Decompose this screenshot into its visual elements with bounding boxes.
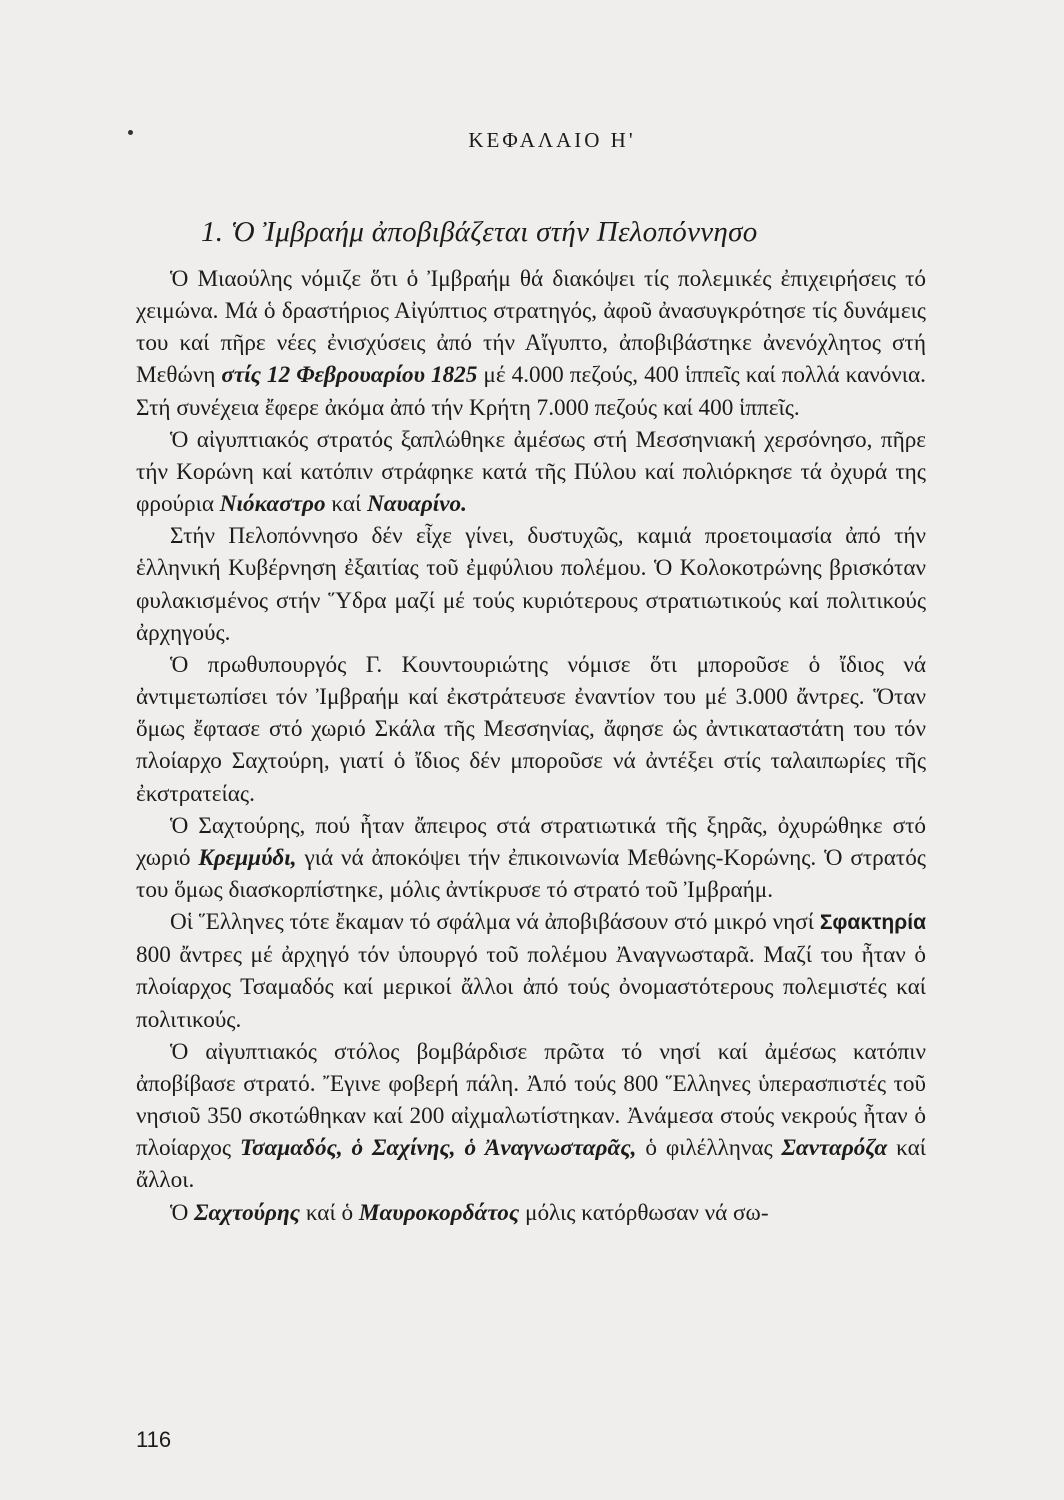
emphasized-term: Σανταρόζα <box>781 1135 888 1162</box>
page-number: 116 <box>136 1427 172 1452</box>
text-run: Ὁ πρωθυπουργός Γ. Κουντουριώτης νόμισε ὅτι μποροῦσε ὁ ἴδιος νά ἀντιμετωπίσει τόν Ἰμβραήμ καί ἐκστράτευσε ἐναντίον του μέ 3.000 ἄντρες. Ὅταν ὅμως ἔφτασε στό χωριό Σκάλα τῆς Μεσσηνίας, ἄφησε ὡς ἀντικαταστάτη του τόν πλοίαρχο Σαχτούρη, γιατί ὁ ἴδιος δέν μποροῦσε νά ἀντέξει στίς ταλαιπωρίες τῆς ἐκστρατείας. <box>136 651 926 807</box>
emphasized-term: Σαχτούρης <box>194 1199 301 1226</box>
text-run: Ὁ αἰγυπτιακός στόλος βομβάρδισε πρῶτα τό νησί καί ἀμέσως κατόπιν ἀποβίβασε στρατό. Ἔγινε φοβερή πάλη. Ἀπό τούς 800 Ἕλληνες ὑπερασπιστές τοῦ νησιοῦ 350 σκοτώθηκαν καί 200 αἰχμαλωτίστηκαν. Ἀνάμεσα στούς νεκρούς ἦταν ὁ πλοίαρχος <box>136 1038 926 1162</box>
paragraph <box>136 906 926 1036</box>
paragraph <box>136 424 926 520</box>
text-run: Ὁ <box>170 1199 195 1226</box>
emphasized-term: Ναυαρίνο. <box>367 491 467 518</box>
text-run: μέ 4.000 πεζούς, 400 ἱππεῖς καί πολλά κανόνια. Στή συνέχεια ἔφερε ἀκόμα ἀπό τήν Κρήτη 7.000 πεζούς καί 400 ἱππεῖς. <box>136 362 926 421</box>
paragraph <box>136 1197 926 1229</box>
text-run: καί ὁ <box>300 1199 359 1226</box>
text-run: Ὁ αἰγυπτιακός στρατός ξαπλώθηκε ἀμέσως στή Μεσσηνιακή χερσόνησο, πῆρε τήν Κορώνη καί κατόπιν στράφηκε κατά τῆς Πύλου καί πολιόρκησε τά ὀχυρά της φρούρια <box>136 426 926 518</box>
paragraph <box>136 520 926 649</box>
body-text <box>136 263 926 1229</box>
text-run: Στήν Πελοπόννησο δέν εἶχε γίνει, δυστυχῶς, καμιά προετοιμασία ἀπό τήν ἑλληνική Κυβέρνηση ἐξαιτίας τοῦ ἐμφύλιου πολέμου. Ὁ Κολοκοτρώνης βρισκόταν φυλακισμένος στήν Ὕδρα μαζί μέ τούς κυριότερους στρατιωτικούς καί πολιτικούς ἀρχηγούς. <box>136 523 926 646</box>
text-run: μόλις κατόρθωσαν νά σω- <box>519 1199 769 1226</box>
text-run: καί <box>325 491 368 518</box>
emphasized-term: Σφακτηρία <box>819 911 926 935</box>
emphasized-term: Κρεμμύδι, <box>198 844 297 871</box>
text-run: Ὁ Μιαούλης νόμιζε ὅτι ὁ Ἰμβραήμ θά διακόψει τίς πολεμικές ἐπιχειρήσεις τό χειμώνα. Μά ὁ δραστήριος Αἰγύπτιος στρατηγός, ἀφοῦ ἀνασυγκρότησε τίς δυνάμεις του καί πῆρε νέες ἐνισχύσεις ἀπό τήν Αἴγυπτο, ἀποβιβάστηκε ἀνενόχλητος στή Μεθώνη <box>136 266 926 389</box>
text-run: καί ἄλλοι. <box>136 1135 927 1194</box>
text-run: γιά νά ἀποκόψει τήν ἐπικοινωνία Μεθώνης-Κορώνης. Ὁ στρατός του ὅμως διασκορπίστηκε, μόλις ἀντίκρυσε τό στρατό τοῦ Ἰμβραήμ. <box>136 844 926 903</box>
text-run: 800 ἄντρες μέ ἀρχηγό τόν ὑπουργό τοῦ πολέμου Ἀναγνωσταρᾶ. Μαζί του ἦταν ὁ πλοίαρχος Τσαμαδός καί μερικοί ἄλλοι ἀπό τούς ὀνομαστότερους πολεμιστές καί πολιτικούς. <box>136 942 926 1033</box>
emphasized-term: στίς 12 Φεβρουαρίου 1825 <box>221 362 478 389</box>
paragraph <box>136 649 926 810</box>
emphasized-term: Μαυροκορδάτος <box>358 1199 520 1226</box>
paragraph <box>136 263 926 424</box>
text-run: Οἱ Ἕλληνες τότε ἔκαμαν τό σφάλμα νά ἀποβιβάσουν στό μικρό νησί <box>170 909 820 936</box>
chapter-title: ΚΕΦΑΛΑΙΟ Η' <box>468 128 636 152</box>
section-title: 1. Ὁ Ἰμβραήμ ἀποβιβάζεται στήν Πελοπόννησο <box>201 216 758 248</box>
text-run: Ὁ Σαχτούρης, πού ἦταν ἄπειρος στά στρατιωτικά τῆς ξηρᾶς, ὀχυρώθηκε στό χωριό <box>136 812 926 871</box>
emphasized-term: Τσαμαδός, ὁ Σαχίνης, ὁ Ἀναγνωσταρᾶς, <box>239 1135 637 1162</box>
paragraph <box>136 810 926 906</box>
paragraph <box>136 1036 926 1197</box>
text-run: ὁ φιλέλληνας <box>636 1135 782 1162</box>
emphasized-term: Νιόκαστρο <box>219 491 326 518</box>
